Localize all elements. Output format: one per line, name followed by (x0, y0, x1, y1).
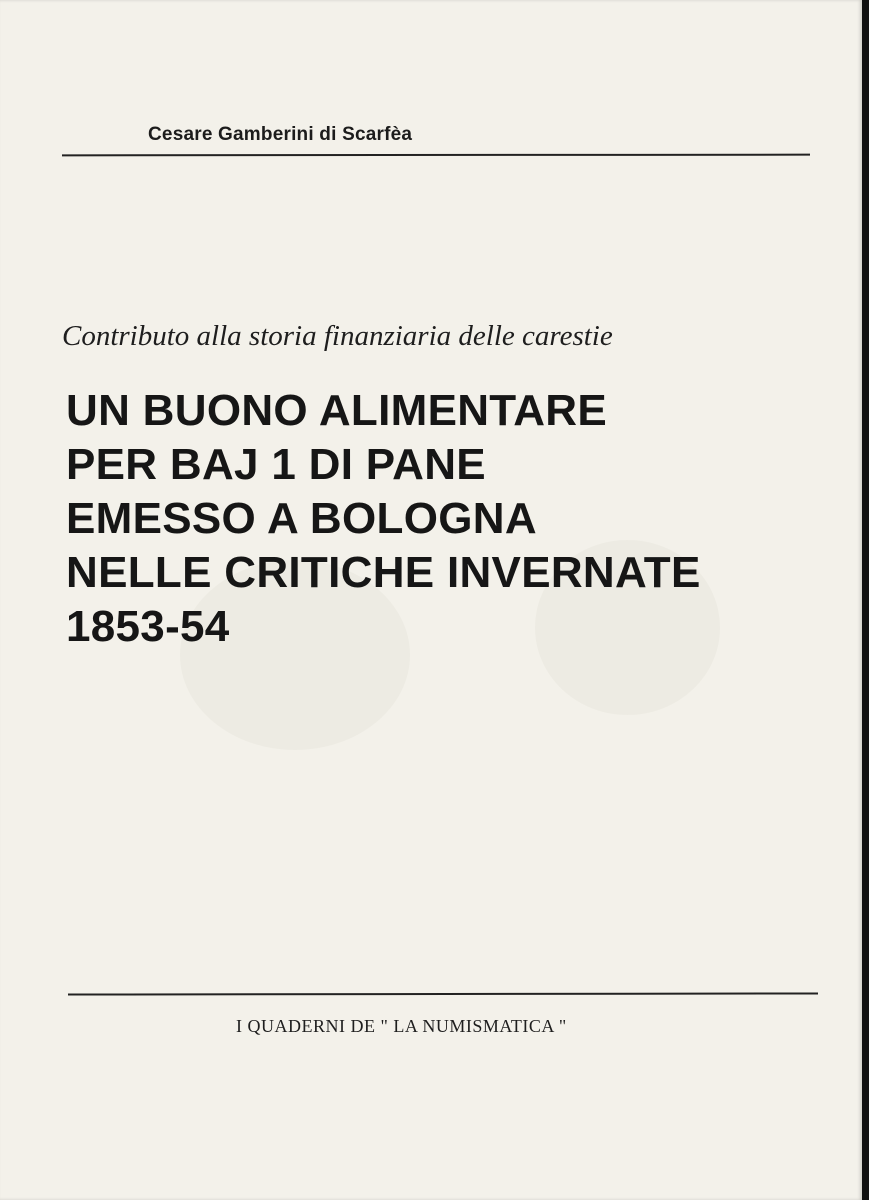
title-line: UN BUONO ALIMENTARE (66, 386, 608, 435)
title-line: EMESSO A BOLOGNA (66, 494, 537, 543)
top-divider (62, 154, 810, 157)
title-line: NELLE CRITICHE INVERNATE (66, 548, 701, 597)
series-name: I QUADERNI DE " LA NUMISMATICA " (236, 1016, 567, 1036)
page-edge (862, 0, 869, 1200)
title-line: 1853-54 (66, 602, 230, 651)
title-block (66, 384, 701, 654)
subtitle: Contributo alla storia finanziaria delle carestie (62, 320, 613, 352)
author-name: Cesare Gamberini di Scarfèa (148, 124, 413, 145)
title-line: PER BAJ 1 DI PANE (66, 440, 486, 489)
bottom-divider (68, 992, 818, 995)
